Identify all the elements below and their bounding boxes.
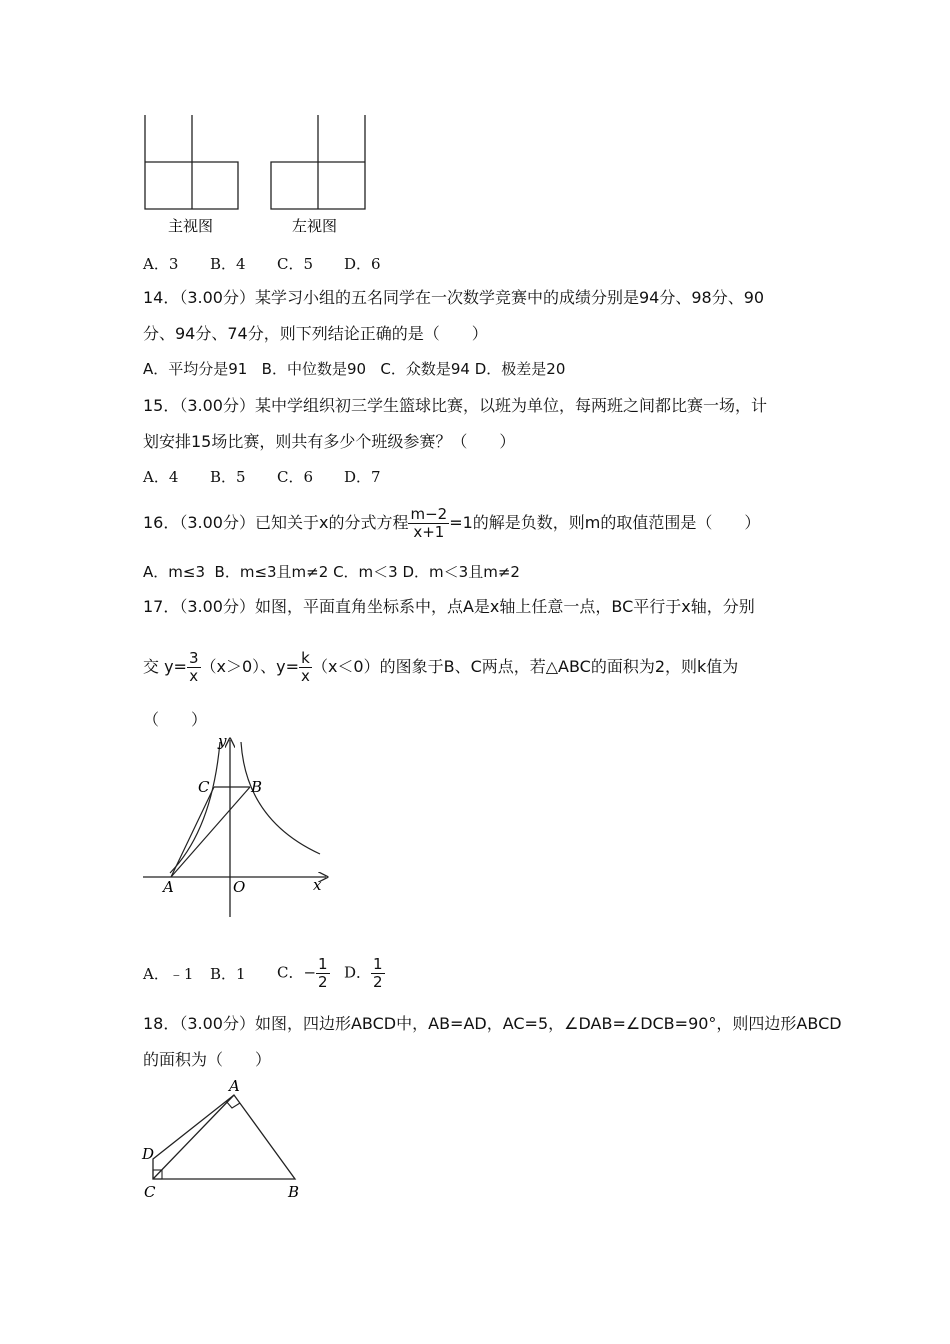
- label-o: O: [233, 878, 246, 896]
- label-b: B: [251, 778, 263, 796]
- q13-option-a: A．3: [143, 255, 179, 273]
- q15-option-a: A．4: [143, 468, 179, 486]
- q14-option-c: C．众数是94: [380, 360, 470, 378]
- label-x: x: [313, 876, 322, 894]
- q17-stem-line3: （ ）: [143, 710, 208, 729]
- q16-frac-num: m−2: [410, 505, 448, 523]
- segment-ac: [171, 787, 214, 877]
- q14-stem-line1: 14．（3.00分）某学习小组的五名同学在一次数学竞赛中的成绩分别是94分、98分、90: [143, 288, 765, 307]
- curve-negative: [170, 742, 220, 873]
- q16-stem-suffix: =1的解是负数，则m的取值范围是（ ）: [449, 513, 761, 532]
- q13-option-c: C．5: [277, 255, 314, 273]
- q16-options: [143, 562, 520, 582]
- q17-stem-line2: [143, 650, 738, 685]
- q17-optc-num: 1: [318, 955, 328, 973]
- q17-f2-num: k: [299, 650, 312, 668]
- q15-option-b: B．5: [210, 468, 246, 486]
- curve-positive: [241, 742, 320, 854]
- left-view-caption: 左视图: [292, 217, 338, 235]
- q17-option-c: [277, 956, 330, 991]
- q17-stem-part-b: （x＞0）、y=: [200, 657, 300, 676]
- q17-f2-den: x: [301, 667, 310, 685]
- q14-option-b: B．中位数是90: [261, 360, 367, 378]
- q18-stem-line1: 18．（3.00分）如图，四边形ABCD中，AB=AD，AC=5，∠DAB=∠DCB=90°，则四边形ABCD: [143, 1014, 842, 1033]
- three-view-figure: [140, 110, 380, 240]
- label-c: C: [198, 778, 210, 796]
- front-view-caption: 主视图: [168, 217, 214, 235]
- front-view: [145, 115, 238, 209]
- q17-option-b: B．1: [210, 965, 246, 983]
- q15-option-d: D．7: [344, 468, 381, 486]
- q16-option-c: C．m＜3: [333, 563, 398, 581]
- q14-stem-line2: 分、94分、74分，则下列结论正确的是（ ）: [143, 324, 488, 343]
- q16-frac-den: x+1: [413, 523, 445, 541]
- q17-stem-part-a: 交 y=: [143, 657, 187, 676]
- q17-option-d: [344, 956, 385, 991]
- q17-option-d-fraction: [371, 956, 385, 991]
- q17-optd-num: 1: [373, 955, 383, 973]
- q17-coordinate-graph: [138, 730, 338, 925]
- q16-option-b: B．m≤3且m≠2: [214, 563, 329, 581]
- q17-optd-den: 2: [373, 973, 383, 991]
- diagonal-ac: [153, 1095, 234, 1179]
- q17-fraction-1: [187, 650, 201, 685]
- q15-stem-line1: 15．（3.00分）某中学组织初三学生篮球比赛，以班为单位，每两班之间都比赛一场，计: [143, 396, 767, 415]
- label-a: A: [163, 878, 174, 896]
- q17-fraction-2: [299, 650, 312, 685]
- q15-option-c: C．6: [277, 468, 314, 486]
- q15-stem-line2: 划安排15场比赛，则共有多少个班级参赛？（ ）: [143, 432, 516, 451]
- label-a: A: [229, 1077, 240, 1095]
- q17-f1-den: x: [189, 667, 199, 685]
- left-view: [271, 115, 365, 209]
- q17-f1-num: 3: [188, 649, 199, 667]
- segment-ab: [171, 787, 250, 877]
- label-y: y: [218, 732, 227, 750]
- q17-option-c-fraction: [316, 956, 330, 991]
- q14-option-a: A．平均分是91: [143, 360, 248, 378]
- q14-options: [143, 359, 565, 379]
- q16-option-a: A．m≤3: [143, 563, 205, 581]
- q16-stem: [143, 506, 760, 541]
- q16-fraction: [408, 506, 449, 541]
- q14-option-d: D．极差是20: [474, 360, 566, 378]
- q16-option-d: D．m＜3且m≠2: [402, 563, 520, 581]
- q18-stem-line2: 的面积为（ ）: [143, 1050, 272, 1069]
- label-b: B: [288, 1183, 300, 1201]
- q17-stem-part-c: （x＜0）的图象于B、C两点，若△ABC的面积为2，则k值为: [311, 657, 739, 676]
- label-d: D: [142, 1145, 155, 1163]
- q18-quadrilateral-figure: [138, 1075, 318, 1205]
- q13-option-d: D．6: [344, 255, 381, 273]
- q16-stem-prefix: 16．（3.00分）已知关于x的分式方程: [143, 513, 409, 532]
- q17-optc-den: 2: [318, 973, 328, 991]
- q17-option-a: A．﹣1: [143, 965, 194, 983]
- q17-option-c-label: C．−: [277, 963, 317, 982]
- q17-stem-line1: 17．（3.00分）如图，平面直角坐标系中，点A是x轴上任意一点，BC平行于x轴，分别: [143, 597, 755, 616]
- quadrilateral-abcd: [153, 1095, 295, 1179]
- q13-option-b: B．4: [210, 255, 246, 273]
- label-c: C: [144, 1183, 156, 1201]
- q17-option-d-label: D．: [344, 963, 372, 982]
